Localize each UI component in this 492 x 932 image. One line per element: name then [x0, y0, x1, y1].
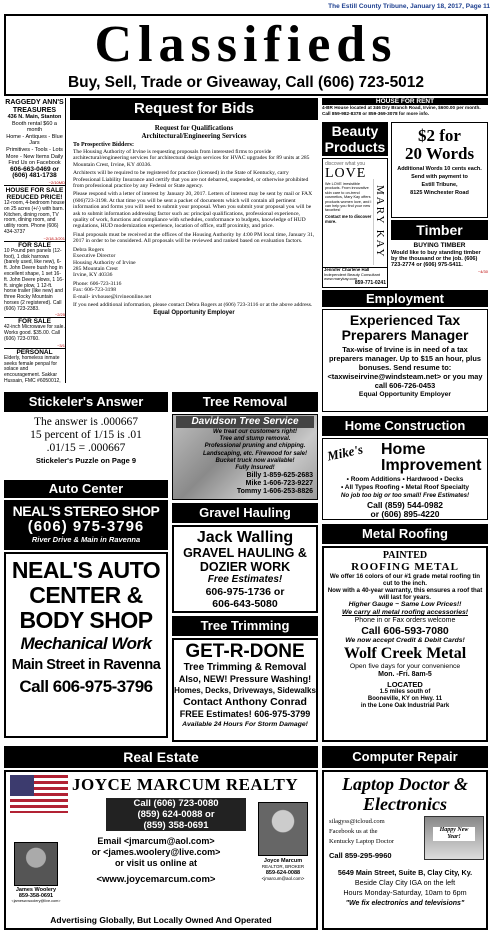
metal-line: ROOFING METAL [351, 561, 459, 573]
metal-line: Phone in or Fax orders welcome [354, 617, 456, 624]
bids-phone: Phone: 606-723-3116 Fax: 606-723-3198 E-mail- irvhouse@irvineonline.net [73, 281, 315, 300]
realty-company: JOYCE MARCUM REALTY [72, 775, 299, 794]
page-folio: The Estill County Tribune, January 18, 2017, Page 11 [328, 3, 490, 10]
metal-line: We carry all metal roofing accessories! [341, 609, 469, 616]
stickler-line: .01/15 = .000667 [46, 442, 126, 454]
ad-code: ~2/18-3/201 [43, 235, 65, 241]
classifieds-title: Classifieds [94, 16, 398, 73]
bids-email-link[interactable]: E-mail- irvhouse@irvineonline.net [73, 293, 152, 300]
bids-paragraph: Final proposals must be received at the offices of the Housing Authority by 4:00 PM local time, January 31, 2017 in order to be considered. All proposals will be reviewed and ranked based on evaluation factors. [73, 231, 315, 245]
realty-email[interactable]: Email <jmarcum@aol.com> [97, 836, 215, 846]
auto-phone: Call 606-975-3796 [19, 677, 153, 696]
laptop-email[interactable]: silagyss@icloud.com [329, 818, 385, 825]
masthead-subtitle: Buy, Sell, Trade or Giveaway, Call (606) 723-5012 [67, 74, 425, 91]
jw-email[interactable]: <jamesw.woolery@live.com> [11, 899, 61, 903]
metal-roofing-ad [322, 546, 488, 742]
trim-line: Available 24 Hours For Storm Damage! [182, 721, 308, 728]
left-classifieds-column [4, 98, 66, 383]
for-sale-2-body: 42-inch Microwave for sale. Works good. $35.00. Call (606) 723-0760. [4, 324, 65, 343]
house-rent-title: HOUSE FOR RENT [322, 98, 488, 105]
metal-line: Open five days for your convenience [349, 663, 461, 670]
metal-line: We offer 16 colors of our #1 grade metal roofing tin cut to the inch. [329, 573, 481, 587]
bids-heading-1: Request for Qualifications [154, 124, 234, 132]
gravel-line: Jack Walling [196, 529, 294, 546]
beauty-role: Independent Beauty Consultant [324, 271, 381, 277]
raggedy-body: 436 N. Main, Stanton Booth rental $60 a month Home - Antiques - Blue Jars Primitives - Tools - Lots More - New Items Daily Find Us on Facebook 606-663-0469 or (606) 481-1738 [5, 114, 64, 180]
neals-auto-ad [4, 552, 168, 738]
jw-phone: 859-358-0691 [18, 893, 54, 899]
stickler-header: Stickeler's Answer [4, 392, 168, 412]
realty-tagline: Advertising Globally, But Locally Owned And Operated [50, 915, 272, 925]
bids-greeting: To Prospective Bidders: [73, 142, 134, 148]
personal-title: PERSONAL [4, 348, 65, 356]
ad-code: ~2/25 [54, 312, 65, 318]
realty-email[interactable]: or <james.woolery@live.com> [91, 847, 221, 857]
james-woolery-photo [14, 842, 58, 886]
tree-line: Bucket truck now available! [215, 457, 295, 464]
personal-body: Elderly, homeless inmate seeks female penpal for solace and encouragement. Sakkar Hussain, FMC #6050012, [4, 354, 61, 383]
metal-line: Booneville, KY on Hwy. 11 [367, 696, 443, 702]
trim-line: FREE Estimates! 606-975-3799 [179, 709, 311, 719]
rate-line: Additional Words 10 cents each. [397, 166, 482, 172]
stereo-title: NEAL'S STEREO SHOP [12, 503, 160, 519]
metal-line: PAINTED [382, 550, 428, 561]
bids-eoe: Equal Opportunity Employer [153, 310, 235, 317]
home-construction-header: Home Construction [322, 416, 488, 436]
gravel-header: Gravel Hauling [172, 503, 318, 523]
beauty-phone: 859-771-0241 [354, 280, 386, 286]
real-estate-header: Real Estate [4, 746, 318, 768]
computer-repair-header: Computer Repair [322, 746, 488, 768]
gravel-phone: 606-643-5080 [212, 598, 278, 610]
realty-website[interactable]: <www.joycemarcum.com> [96, 874, 216, 885]
laptop-doctor-ad [322, 770, 488, 930]
tree-line: We treat our customers right! [213, 429, 297, 435]
stereo-phone: (606) 975-3796 [27, 518, 145, 535]
beauty-love: LOVE [325, 166, 367, 181]
beauty-site[interactable]: www.marykay.com [324, 276, 358, 282]
trim-line: Also, NEW! Pressure Washing! [178, 674, 312, 684]
gravel-line: Free Estimates! [207, 574, 283, 585]
house-sale-title: HOUSE FOR SALE REDUCED PRICE! [5, 186, 64, 201]
jm-role: REALTOR, BROKER [261, 864, 305, 869]
tree-company: Davidson Tree Service [176, 416, 314, 428]
employment-eoe: Equal Opportunity Employer [358, 391, 452, 398]
rate-line: Estill Tribune, [421, 182, 458, 188]
beauty-contact: Contact me to discover more. [325, 213, 372, 224]
metal-line: Higher Gauge ~ Same Low Prices!! [348, 601, 462, 608]
stickler-line: 15 percent of 1/15 is .01 [30, 429, 142, 441]
laptop-address: Beside Clay City IGA on the left [354, 878, 456, 887]
employment-title: Experienced Tax Preparers Manager [341, 312, 469, 343]
metal-phone: Call 606-593-7080 [361, 625, 449, 637]
metal-line: 1.5 miles south of [379, 689, 431, 695]
trim-line: Homes, Decks, Driveways, Sidewalks [174, 686, 316, 695]
joyce-marcum-photo [258, 802, 308, 856]
realty-phone: Call (606) 723-0080 [106, 798, 246, 809]
beauty-small: We LOVE irresistible products. From innovative skin care to on-trend cosmetics, Mary Kay offers products women love, and I can help you find your new favorites! [325, 182, 372, 213]
stickler-puzzle-ref: Stickeler's Puzzle on Page 9 [35, 456, 137, 465]
tree-line: Fully Insured! [235, 465, 275, 472]
for-sale-2-title: FOR SALE [4, 317, 65, 325]
home-improvement-ad [322, 438, 488, 520]
bids-header: Request for Bids [70, 98, 318, 120]
gravel-ad [172, 525, 318, 613]
raggedy-title: RAGGEDY ANN'S TREASURES [5, 99, 64, 114]
bids-paragraph: Architects will be required to be registered for practice (licensed) in the State of Kentucky, carry Professional Liability Insurance and certify that you are not debarred, suspended, or otherwise prohibited from professional practice by any Federal or State agency. [73, 170, 309, 190]
ad-code: ~2/10MD [48, 179, 65, 185]
trim-line: Contact Anthony Conrad [183, 696, 307, 708]
american-flag-icon [10, 775, 68, 813]
tree-line: Tree and stump removal. [219, 436, 291, 443]
metal-line: We now accept Credit & Debit Cards! [345, 637, 465, 644]
beauty-name: Jennifer Charlene Hall [324, 268, 370, 272]
beauty-header: Beauty Products [322, 122, 388, 156]
beauty-discover: discover what you [325, 161, 366, 167]
timber-title: BUYING TIMBER [413, 242, 466, 249]
happy-new-year: Happy New Year! [433, 827, 475, 841]
bids-contact: Debra Rogers Executive Director Housing Authority of Irvine 285 Mountain Crest Irvine, KY 40336 [73, 246, 136, 279]
home-title-1: Home [381, 441, 426, 458]
tree-phone: Billy 1-859-625-2683 [246, 472, 313, 480]
metal-line: Now with a 40-year warranty, this ensures a roof that will last for years. [327, 587, 483, 601]
flag-image [10, 775, 68, 813]
employment-body: Tax-wise of Irvine is in need of a tax preparers manager. Up to $15 an hour, plus bonuses. Send resume to: <taxwiseirvine@windsteam.net> or you may call 606-726-0453 [327, 345, 483, 390]
tree-line: Landscaping, etc. Firewood for sale! [202, 450, 308, 457]
tree-removal-header: Tree Removal [172, 392, 318, 412]
employment-ad [322, 309, 488, 412]
rate-line: 8125 Winchester Road [410, 190, 469, 196]
laptop-slogan: "We fix electronics and televisions" [345, 900, 465, 907]
realty-phone: (859) 624-0088 or [106, 809, 246, 820]
auto-line: CENTER & [29, 582, 143, 608]
metal-line: LOCATED [387, 680, 423, 689]
bids-paragraph: Please respond with a letter of interest by January 20, 2017. Letters of interest may be sent by mail or FAX (606)723-3198. At that time you will be sent a packet of documents which will contain all pertinent information and forms you will need to submit your proposal. When you submit your proposal you will be ask to submit information addressing factor such as: principal qualifications, professional experience, quality of work, functions and compliance with schedules, conformance to budgets, knowledge of HUD regulations, HUD modernization experience, location of office, staff proximity, and price. [73, 191, 313, 230]
mary-kay-logo: MARY KAY [373, 179, 386, 265]
metal-line: Mon. -Fri. 8am-5 [378, 671, 432, 678]
house-rent-body: 4-BR House located at 346 Dry Branch Road, Irvine, $600.00 per month. Call 859-982-8378 or 859-369-3078 for more info. [322, 105, 481, 116]
house-rent-ad [322, 98, 488, 120]
bids-paragraph: If you need additional information, please contact Debra Rogers at (606) 723-3116 or at the above address. [73, 301, 313, 308]
metal-company: Wolf Creek Metal [343, 645, 467, 662]
mary-kay-ad [322, 158, 388, 268]
gravel-phone: 606-975-1736 or [205, 586, 285, 598]
bids-notice [70, 122, 318, 384]
jw-name: James Woolery [15, 887, 57, 893]
stereo-shop-ad [4, 500, 168, 550]
ad-code: ~3/1 [57, 342, 65, 348]
stereo-location: River Drive & Main in Ravenna [31, 535, 141, 544]
jm-phone: 859-624-0088 [265, 870, 301, 876]
timber-body: Would like to buy standing timber by the thousand or the job. (606) 723-2774 or (606) 975-5411. [391, 250, 481, 269]
laptop-address: 5649 Main Street, Suite B, Clay City, Ky. [337, 868, 473, 877]
laptop-fb: Facebook us at the [329, 828, 378, 835]
laptop-title-1: Laptop Doctor & [342, 774, 468, 794]
laptop-picture [424, 816, 484, 860]
stickler-line: The answer is .000667 [33, 416, 139, 428]
rate-line: Send with payment to [411, 174, 468, 180]
home-title-2: Improvement [381, 457, 482, 474]
classified-rate-ad [391, 122, 488, 218]
auto-line: BODY SHOP [19, 607, 153, 633]
home-line: • Room Additions • Hardwood • Decks [346, 476, 464, 483]
real-estate-ad [4, 770, 318, 930]
home-line: • All Types Roofing • Metal Roof Specialty [340, 484, 470, 491]
laptop-hours: Hours Monday-Saturday, 10am to 6pm [343, 888, 467, 897]
realty-visit: or visit us online at [114, 858, 197, 868]
home-phone: or (606) 895-4220 [370, 509, 440, 519]
laptop-call: Call 859-295-9960 [329, 851, 392, 860]
home-line: No job too big or too small! Free Estimates! [340, 492, 470, 499]
laptop-fb: Kentucky Laptop Doctor [329, 838, 394, 845]
laptop-title-2: Electronics [363, 794, 447, 814]
tree-line: Professional pruning and chipping. [204, 443, 306, 450]
tree-phone: Mike 1-606-723-9227 [245, 480, 313, 488]
auto-line: NEAL'S AUTO [11, 557, 161, 583]
bids-paragraph: The Housing Authority of Irvine is requesting proposals from interested firms to provide architectural/engineering services for architectural design services for HVAC upgrades for 89 units at 285 Mountain Crest, Irvine, KY 40336. [73, 149, 310, 168]
gravel-line: DOZIER WORK [199, 560, 291, 574]
metal-line: in the Lone Oak Industrial Park [360, 703, 450, 709]
tree-trimming-header: Tree Trimming [172, 616, 318, 636]
tree-phone: Tommy 1-606-253-8826 [236, 488, 313, 496]
tree-trimming-ad [172, 638, 318, 742]
auto-line: Main Street in Ravenna [11, 657, 161, 673]
trim-line: Tree Trimming & Removal [183, 662, 307, 673]
metal-roofing-header: Metal Roofing [322, 524, 488, 544]
home-logo: Mike's [325, 441, 365, 464]
timber-header: Timber [391, 220, 488, 240]
house-sale-body: 12-room, 4-bedroom house on 25 acres (+/-) with barn. Kitchen, dining room, TV room, dining room, and utility room. Phone (606) 434-3737 [4, 199, 65, 235]
stickler-answer [4, 414, 168, 478]
auto-line: Mechanical Work [20, 634, 152, 653]
realty-phone: (859) 358-0691 [106, 820, 246, 831]
jm-name: Joyce Marcum [263, 858, 303, 864]
ad-code: ~4/30 [477, 268, 488, 274]
bids-heading-2: Architectural/Engineering Services [141, 132, 247, 140]
jm-email[interactable]: <jmarcum@aol.com> [261, 876, 305, 881]
for-sale-1-body: 10 Pound pen panels (12-foot), 1 disk harrows (barely used, like new), 6-ft. John Deere bush hog in excellent shape, 1 set 16-ft. John Deere plows, 1 16-ft. single plow, 1 12-ft. horse trailer (like new) and three Rocky Mountain horses (2 registered). Call (606) 723-2383. [4, 247, 64, 312]
employment-header: Employment [322, 290, 488, 307]
gravel-line: GRAVEL HAULING & [183, 546, 307, 560]
auto-center-header: Auto Center [4, 480, 168, 498]
trim-line: GET-R-DONE [185, 641, 305, 662]
tree-removal-ad [172, 414, 318, 500]
rate-price: $2 for [418, 126, 461, 145]
rate-words: 20 Words [404, 144, 475, 163]
masthead [4, 14, 488, 96]
timber-ad [391, 242, 488, 288]
for-sale-1-title: FOR SALE [4, 241, 65, 249]
home-phone: Call (859) 544-0982 [366, 500, 444, 510]
